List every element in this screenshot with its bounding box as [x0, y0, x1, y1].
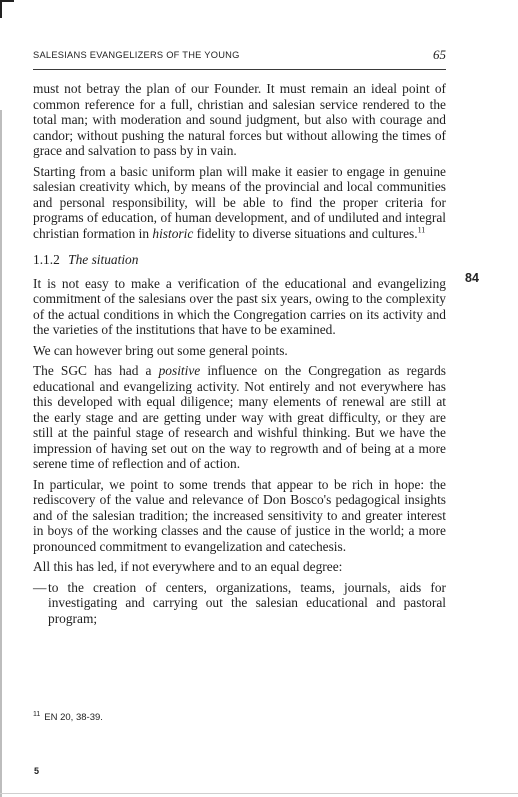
paragraph-general-points: We can however bring out some general points. [33, 342, 288, 358]
footnote [33, 711, 446, 723]
section-heading [33, 252, 446, 268]
paragraph-text-end: fidelity to diverse situations and cultures. [196, 225, 418, 241]
crop-mark-horizontal [0, 0, 14, 2]
paragraph-sgc-influence [33, 363, 446, 472]
section-title: The situation [68, 252, 139, 267]
list-item-text: to the creation of centers, organizations, teams, journals, aids for investigating and carrying out the salesian educational and pastoral program; [48, 579, 446, 626]
page-number: 65 [433, 47, 446, 62]
paragraph-verification: It is not easy to make a verification of the educational and evangelizing commitment of the salesians over the past six years, owing to the complexity of the actual conditions in which the Congregation carries on its activity and the varieties of the institutions that have to be examined. [33, 275, 446, 337]
crop-mark-vertical [0, 0, 2, 18]
footnote-marker: 11 [33, 711, 41, 718]
page-header [33, 47, 446, 66]
paragraph-text: The SGC has had a [33, 363, 152, 378]
list-item [33, 580, 446, 627]
margin-paragraph-number: 84 [465, 271, 479, 285]
running-head: SALESIANS EVANGELIZERS OF THE YOUNG [33, 50, 240, 60]
paragraph-trends: In particular, we point to some trends that appear to be rich in hope: the rediscovery of the value and relevance of Don Bosco's pedagogical insights and of the salesian tradition; the increased sensitivity to and greater interest in boys of the working classes and the cause of justice in the world; a more pronounced commitment to evangelization and catechesis. [33, 476, 446, 554]
paragraph-text: Starting from a basic uniform plan will make it easier to engage in genuine salesian creativity which, by means of the provincial and local communities and personal responsibility, will be able to find the proper criteria for programs of education, of human development, and of undiluted and integral christian formation in [33, 163, 446, 241]
footnote-text: EN 20, 38-39. [44, 712, 103, 724]
footnote-reference: 11 [417, 225, 426, 235]
paragraph-list-intro: All this has led, if not everywhere and to an equal degree: [33, 559, 343, 574]
body-text [33, 81, 446, 626]
page-left-edge [0, 110, 2, 797]
paragraph-continuation: must not betray the plan of our Founder. It must remain an ideal point of common reference for a full, christian and salesian service rendered to the total man; with moderation and sound judgment, but also with courage and candor; without pushing the natural forces but without allowing the times of grace and salvation to pass by in vain. [33, 81, 446, 158]
section-number: 1.1.2 [33, 252, 60, 267]
emphasis-historic: historic [152, 225, 194, 241]
printer-signature-mark: 5 [34, 766, 40, 776]
emphasis-positive: positive [158, 363, 201, 378]
page-bottom-edge [0, 793, 518, 794]
header-rule [33, 69, 446, 70]
paragraph-uniform-plan [33, 164, 446, 242]
list-dash: — [33, 579, 47, 595]
paragraph-text-end: influence on the Congregation as regards educational and evangelizing activity. Not entirely and not everywhere has this developed with equal diligence; many elements of renewal are still at the early stage and are getting under way with great difficulty, or they are still at the painful stage of research and wishful thinking. But we have the impression of having set out on the way to regrowth and of being at a more serene time of reflection and of action. [33, 363, 446, 471]
